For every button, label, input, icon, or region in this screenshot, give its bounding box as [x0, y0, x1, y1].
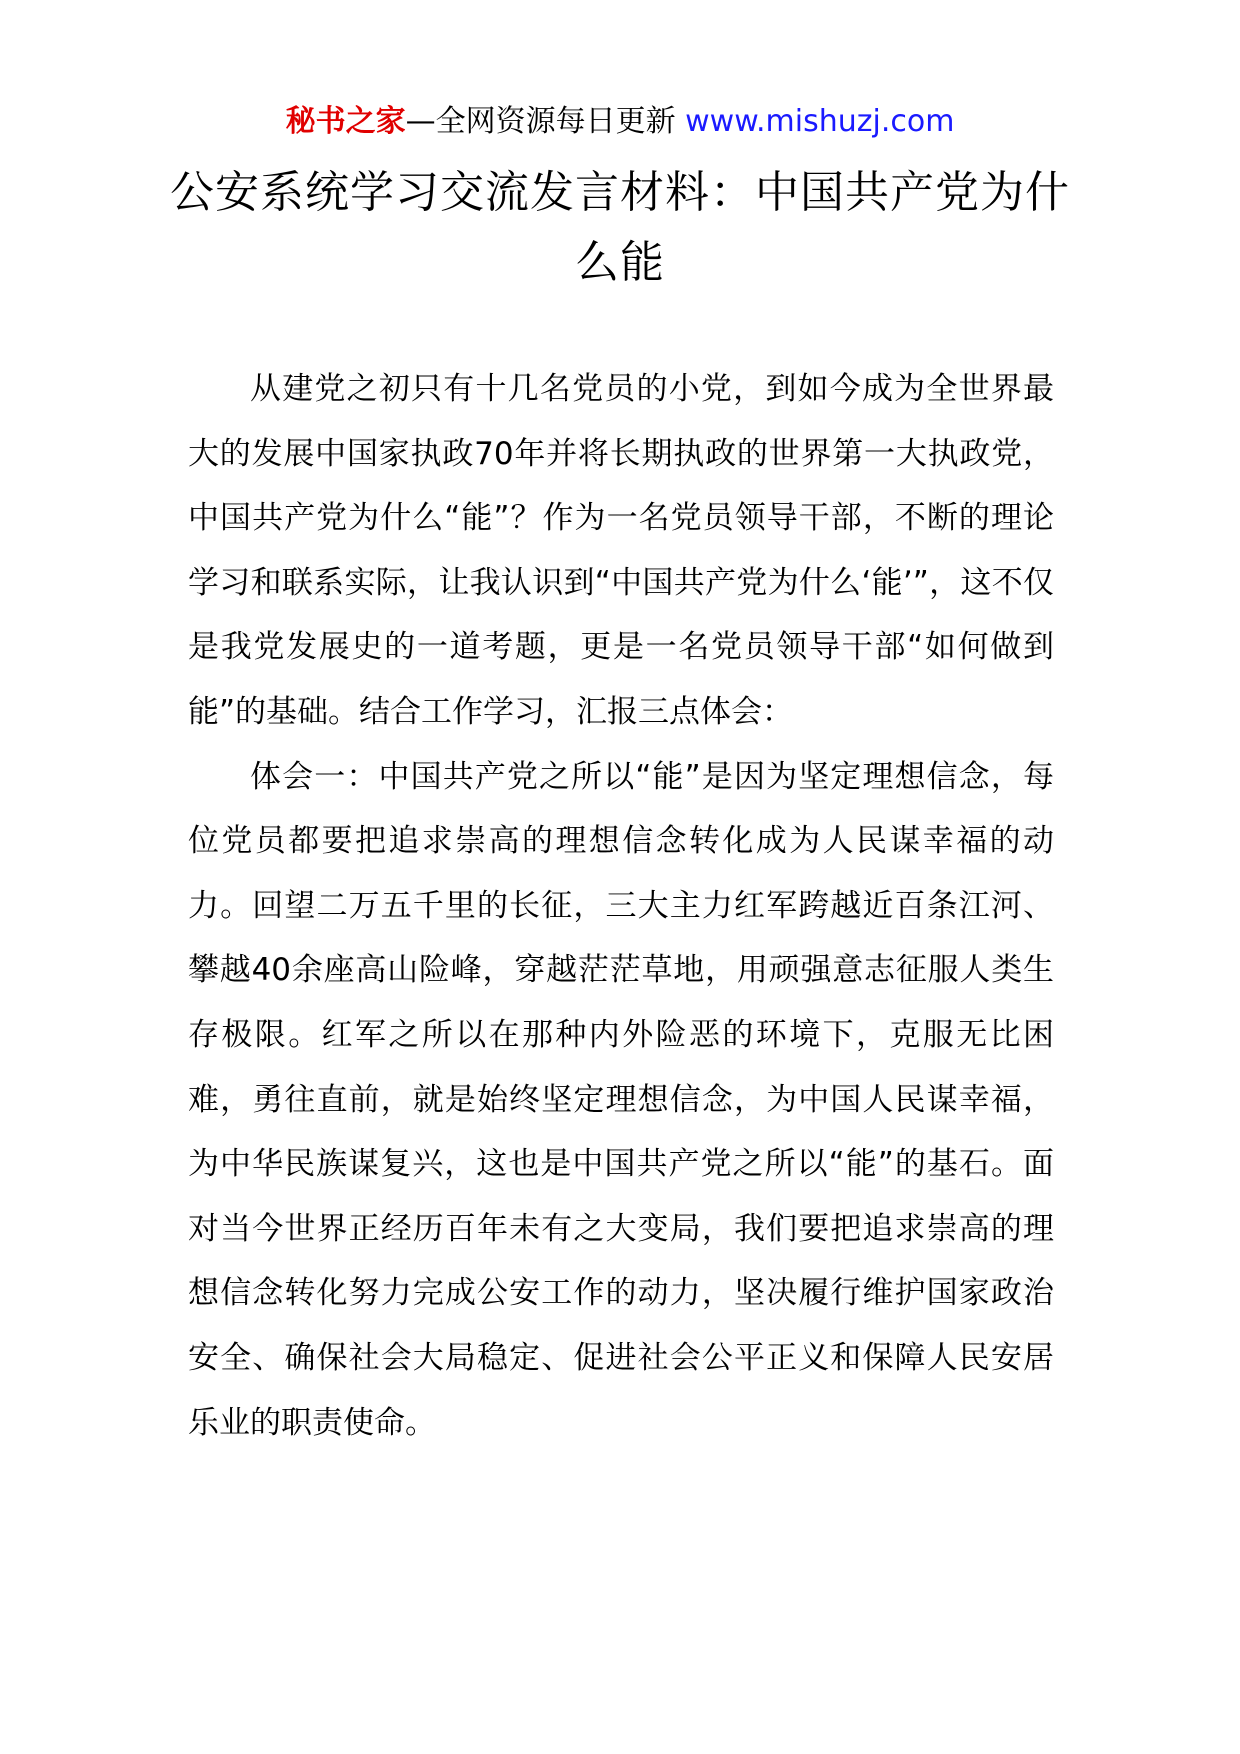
header-separator: —: [405, 104, 436, 139]
paragraph-insight-one: 体会一：中国共产党之所以“能”是因为坚定理想信念，每位党员都要把追求崇高的理想信念转化成为人民谋幸福的动力。回望二万五千里的长征，三大主力红军跨越近百条江河、攀越40余座高山险峰，穿越茫茫草地，用顽强意志征服人类生存极限。红军之所以在那种内外险恶的环境下，克服无比困难，勇往直前，就是始终坚定理想信念，为中国人民谋幸福，为中华民族谋复兴，这也是中国共产党之所以“能”的基石。面对当今世界正经历百年未有之大变局，我们要把追求崇高的理想信念转化努力完成公安工作的动力，坚决履行维护国家政治安全、确保社会大局稳定、促进社会公平正义和保障人民安居乐业的职责使命。: [188, 758, 1054, 1441]
paragraph-intro: 从建党之初只有十几名党员的小党，到如今成为全世界最大的发展中国家执政70年并将长期执政的世界第一大执政党，中国共产党为什么“能”？作为一名党员领导干部，不断的理论学习和联系实际，让我认识到“中国共产党为什么‘能’”，这不仅是我党发展史的一道考题，更是一名党员领导干部“如何做到能”的基础。结合工作学习，汇报三点体会：: [188, 371, 1054, 730]
document-title: 公安系统学习交流发言材料：中国共产党为什么能: [170, 167, 1070, 288]
site-url-link[interactable]: www.mishuzj.com: [685, 104, 955, 139]
brand-name: 秘书之家: [285, 104, 406, 139]
site-header: [0, 100, 1240, 144]
header-tagline: 全网资源每日更新: [435, 104, 676, 139]
document-body: [188, 357, 1054, 1455]
